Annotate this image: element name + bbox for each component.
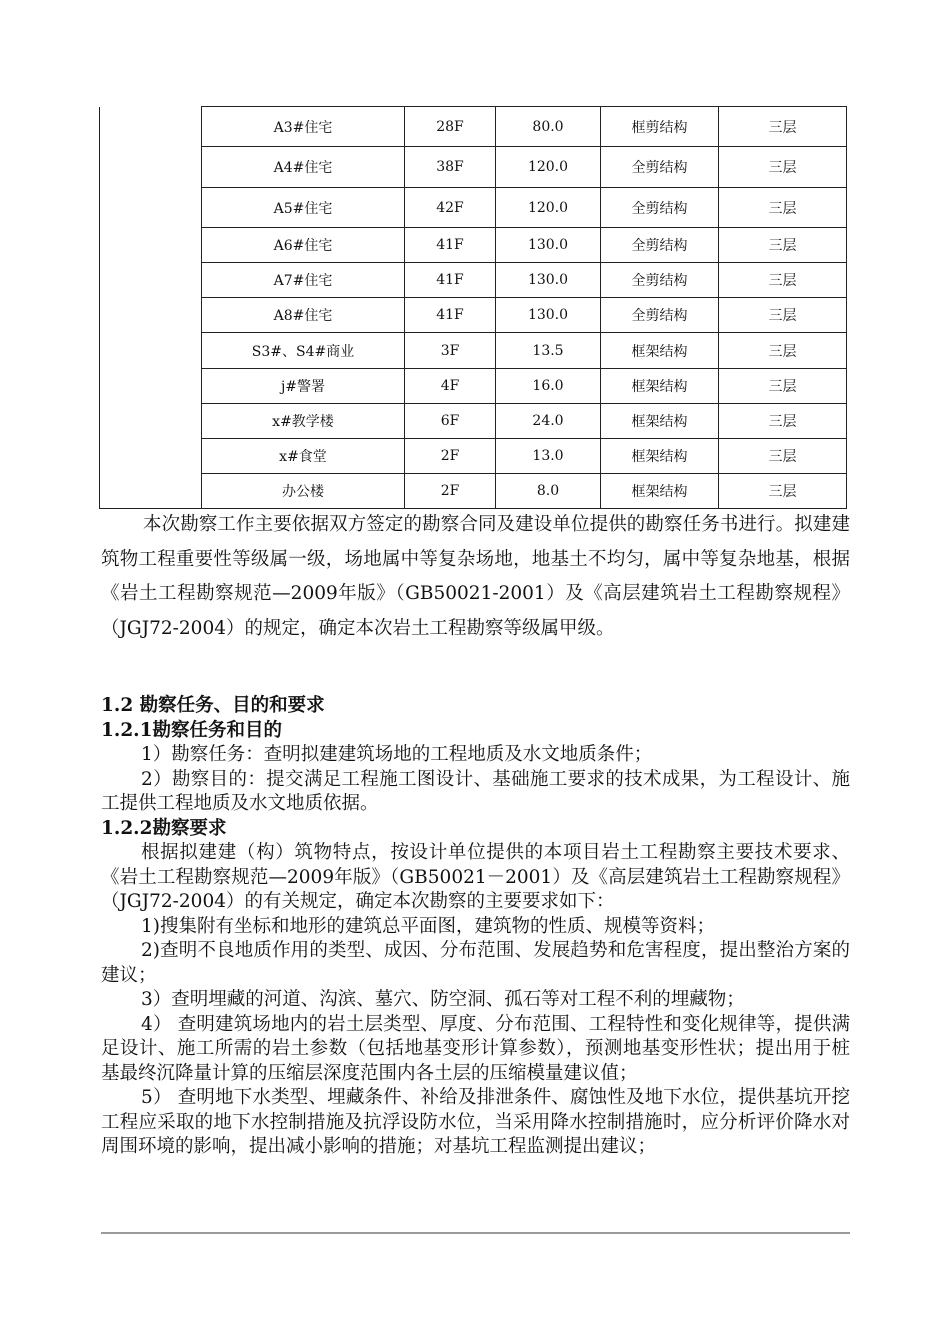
cell-name: A8#住宅 [202, 298, 405, 333]
cell-structure: 全剪结构 [601, 188, 719, 228]
cell-floors: 28F [405, 107, 496, 147]
cell-name: x#食堂 [202, 439, 405, 474]
cell-height: 130.0 [496, 298, 601, 333]
cell-structure: 全剪结构 [601, 147, 719, 188]
cell-name: S3#、S4#商业 [202, 333, 405, 369]
cell-structure: 全剪结构 [601, 298, 719, 333]
table-row [100, 474, 847, 509]
cell-structure: 框架结构 [601, 404, 719, 439]
cell-structure: 框架结构 [601, 369, 719, 404]
cell-height: 8.0 [496, 474, 601, 509]
list-item: 4） 查明建筑场地内的岩土层类型、厚度、分布范围、工程特性和变化规律等，提供满足设计、施工所需的岩土参数（包括地基变形计算参数），预测地基变形性状；提出用于桩基最终沉降量计算的压缩层深度范围内各土层的压缩模量建议值； [101, 1013, 850, 1084]
cell-height: 16.0 [496, 369, 601, 404]
cell-floors: 2F [405, 439, 496, 474]
cell-structure: 全剪结构 [601, 263, 719, 298]
cell-structure: 框架结构 [601, 474, 719, 509]
cell-height: 130.0 [496, 263, 601, 298]
cell-basement: 三层 [719, 107, 847, 147]
cell-floors: 2F [405, 474, 496, 509]
table-row [100, 263, 847, 298]
list-item: 3）查明埋藏的河道、沟滨、墓穴、防空洞、孤石等对工程不利的埋藏物； [141, 989, 745, 1010]
building-table [99, 106, 847, 509]
cell-name: A6#住宅 [202, 228, 405, 263]
cell-basement: 三层 [719, 474, 847, 509]
cell-basement: 三层 [719, 228, 847, 263]
list-item: 2）勘察目的：提交满足工程施工图设计、基础施工要求的技术成果，为工程设计、施工提供工程地质及水文地质依据。 [101, 768, 850, 814]
cell-floors: 41F [405, 228, 496, 263]
cell-name: j#警署 [202, 369, 405, 404]
cell-name: 办公楼 [202, 474, 405, 509]
table-row [100, 439, 847, 474]
cell-structure: 全剪结构 [601, 228, 719, 263]
table-row [100, 107, 847, 147]
list-item: 1）勘察任务：查明拟建建筑场地的工程地质及水文地质条件； [141, 744, 653, 765]
requirements-intro: 根据拟建建（构）筑物特点，按设计单位提供的本项目岩土工程勘察主要技术要求、《岩土工程勘察规范—2009年版》（GB50021－2001）及《高层建筑岩土工程勘察规程》（JGJ72-2004）的有关规定，确定本次勘察的主要要求如下： [101, 842, 850, 912]
cell-name: x#教学楼 [202, 404, 405, 439]
cell-floors: 4F [405, 369, 496, 404]
cell-height: 80.0 [496, 107, 601, 147]
intro-block [101, 508, 850, 646]
cell-structure: 框架结构 [601, 439, 719, 474]
cell-height: 120.0 [496, 188, 601, 228]
list-item: 1)搜集附有坐标和地形的建筑总平面图，建筑物的性质、规模等资料； [141, 915, 715, 937]
cell-height: 130.0 [496, 228, 601, 263]
cell-basement: 三层 [719, 298, 847, 333]
subsection-heading-2: 1.2.2勘察要求 [101, 817, 227, 839]
footer-rule [101, 1232, 850, 1234]
cell-basement: 三层 [719, 188, 847, 228]
cell-floors: 41F [405, 298, 496, 333]
cell-basement: 三层 [719, 333, 847, 369]
intro-paragraph: 本次勘察工作主要依据双方签定的勘察合同及建设单位提供的勘察任务书进行。拟建建筑物工程重要性等级属一级，场地属中等复杂场地，地基土不均匀，属中等复杂地基，根据《岩土工程勘察规范—2009年版》（GB50021-2001）及《高层建筑岩土工程勘察规程》（JGJ72-2004）的规定，确定本次岩土工程勘察等级属甲级。 [101, 514, 850, 639]
table-row [100, 404, 847, 439]
section-1-2 [101, 694, 850, 1160]
cell-floors: 38F [405, 147, 496, 188]
cell-floors: 42F [405, 188, 496, 228]
list-item: 5） 查明地下水类型、埋藏条件、补给及排泄条件、腐蚀性及地下水位，提供基坑开挖工程应采取的地下水控制措施及抗浮设防水位，当采用降水控制措施时，应分析评价降水对周围环境的影响，提出减小影响的措施；对基坑工程监测提出建议； [101, 1087, 850, 1157]
cell-basement: 三层 [719, 147, 847, 188]
cell-height: 13.0 [496, 439, 601, 474]
cell-height: 24.0 [496, 404, 601, 439]
cell-structure: 框架结构 [601, 333, 719, 369]
cell-name: A5#住宅 [202, 188, 405, 228]
cell-floors: 41F [405, 263, 496, 298]
cell-basement: 三层 [719, 369, 847, 404]
cell-height: 120.0 [496, 147, 601, 188]
cell-height: 13.5 [496, 333, 601, 369]
cell-basement: 三层 [719, 404, 847, 439]
cell-basement: 三层 [719, 439, 847, 474]
table-row [100, 228, 847, 263]
cell-floors: 3F [405, 333, 496, 369]
subsection-heading-1: 1.2.1勘察任务和目的 [101, 719, 282, 741]
cell-basement: 三层 [719, 263, 847, 298]
list-item: 2)查明不良地质作用的类型、成因、分布范围、发展趋势和危害程度，提出整治方案的建议； [101, 940, 850, 986]
table-row [100, 333, 847, 369]
cell-structure: 框剪结构 [601, 107, 719, 147]
table-row [100, 369, 847, 404]
cell-name: A3#住宅 [202, 107, 405, 147]
cell-floors: 6F [405, 404, 496, 439]
cell-name: A7#住宅 [202, 263, 405, 298]
section-heading: 1.2 勘察任务、目的和要求 [101, 695, 325, 716]
cell-name: A4#住宅 [202, 147, 405, 188]
table-row [100, 188, 847, 228]
table-row [100, 147, 847, 188]
project-cell [100, 107, 202, 509]
table-row [100, 298, 847, 333]
